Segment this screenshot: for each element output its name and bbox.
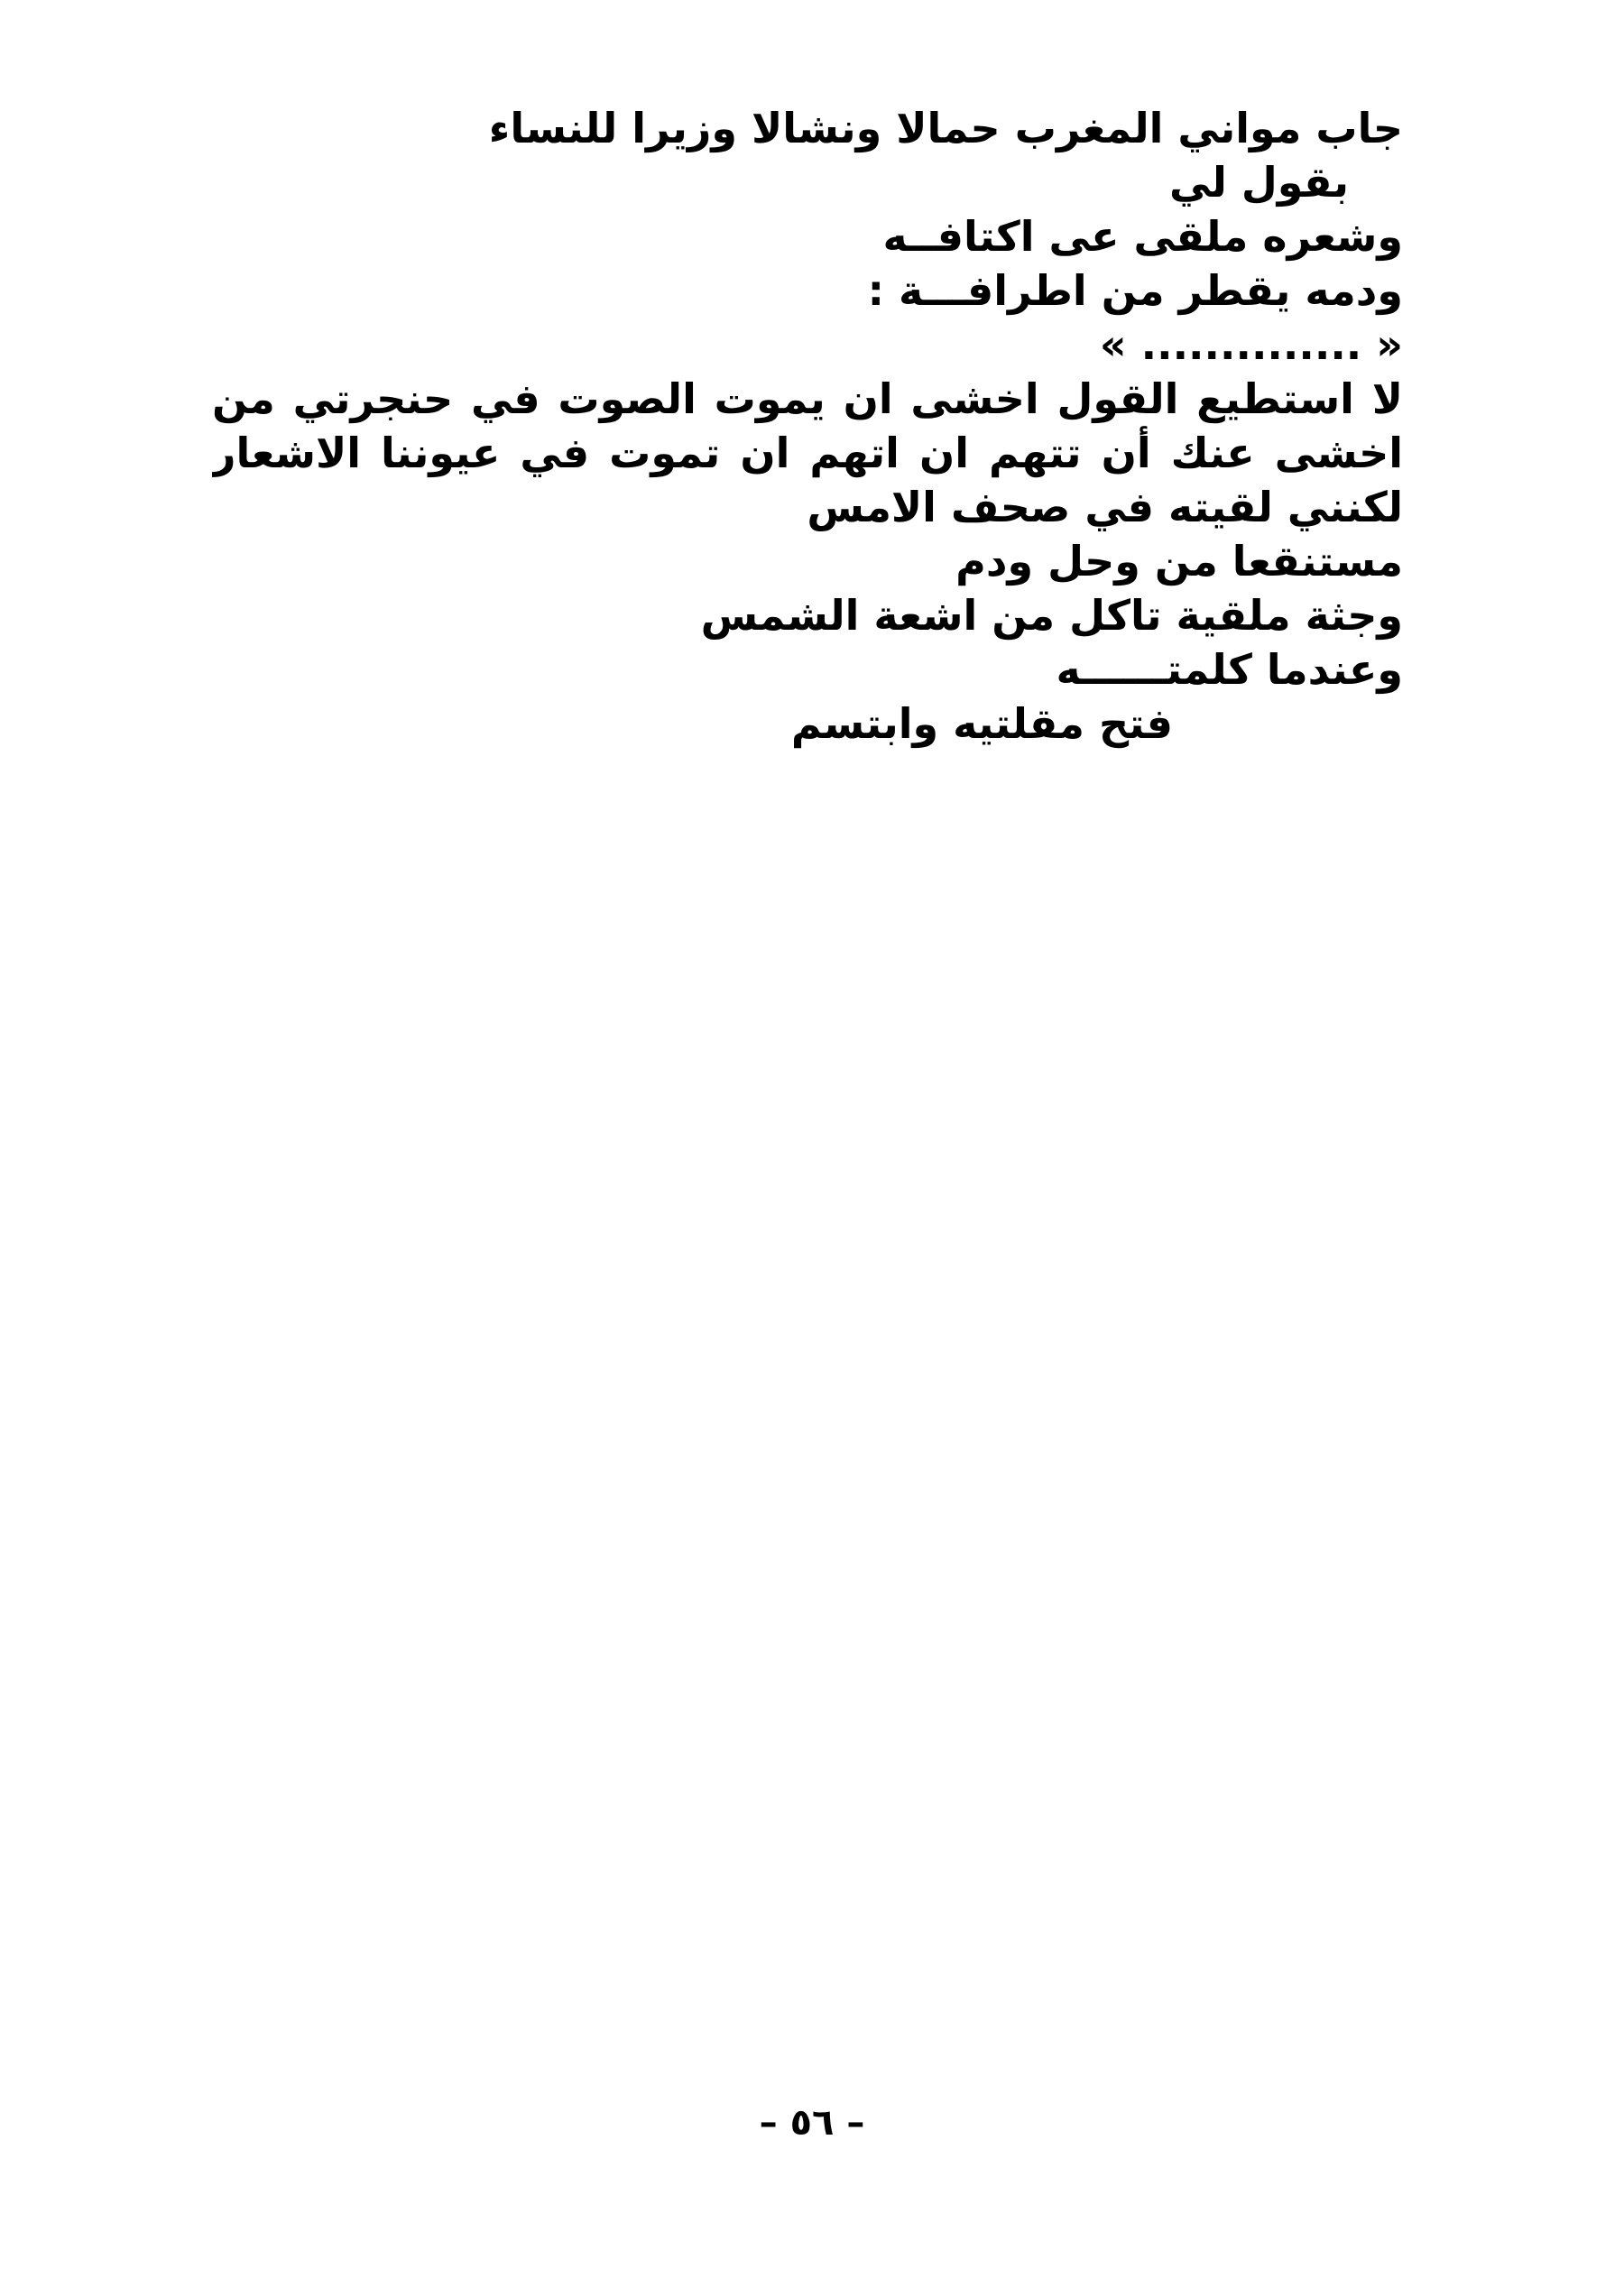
poem-line: مستنقعا من وحل ودم: [955, 537, 1403, 586]
poem-line: ودمه يقطر من اطرافـــة :: [867, 266, 1403, 315]
poem-line: لا استطيع القول اخشى ان يموت الصوت في حنجرتي من: [212, 374, 1403, 423]
poem-line: فتح مقلتيه وابتسم: [790, 699, 1173, 748]
poem-line: بقول لي: [1169, 158, 1349, 207]
poem-line: جاب مواني المغرب حمالا ونشالا وزيرا للنساء: [488, 104, 1403, 152]
poem-line: وشعره ملقى عى اكتافــه: [882, 212, 1403, 261]
poem-line: لكنني لقيته في صحف الامس: [807, 483, 1403, 531]
page-number: – ٥٦ –: [759, 2102, 865, 2144]
poem-line: وعندما كلمتــــــه: [1056, 645, 1403, 694]
poem-text: [212, 101, 1403, 751]
poem-line: « .............. »: [1099, 320, 1403, 369]
poem-line: وجثة ملقية تاكل من اشعة الشمس: [700, 591, 1403, 640]
poem-line: اخشى عنك أن تتهم ان اتهم ان تموت في عيوننا الاشعار: [212, 429, 1403, 477]
